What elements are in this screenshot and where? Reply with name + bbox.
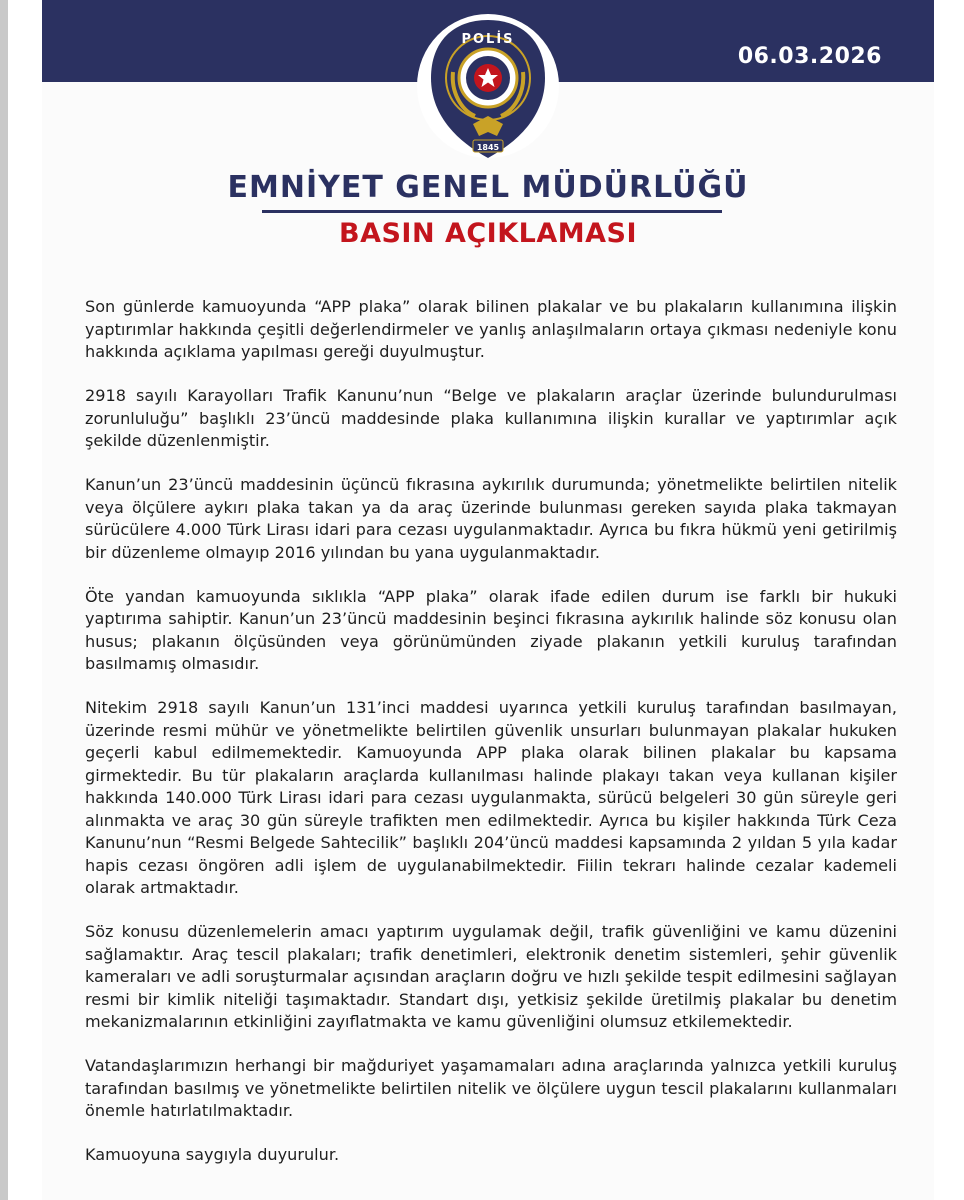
right-frame-edge <box>948 0 964 1200</box>
title-underline <box>262 210 722 213</box>
left-frame-edge <box>0 0 8 1200</box>
paragraph: Vatandaşlarımızın herhangi bir mağduriyet yaşamamaları adına araçlarında yalnızca yetkili kuruluş tarafından basılmış ve yönetmelikte belirtilen nitelik ve ölçülere uygun tescil plakalarını kullanmaları önemle hatırlatılmaktadır. <box>85 1056 897 1120</box>
organization-title: EMNİYET GENEL MÜDÜRLÜĞÜ <box>227 170 749 205</box>
release-date: 06.03.2026 <box>737 44 882 69</box>
press-release-body <box>85 296 897 1188</box>
paragraph: Öte yandan kamuoyunda sıklıkla “APP plaka” olarak ifade edilen durum ise farklı bir hukuki yaptırıma sahiptir. Kanun’un 23’üncü maddesinin beşinci fıkrasına aykırılık halinde söz konusu olan husus; plakanın ölçüsünden veya görünümünden ziyade plakanın yetkili kuruluş tarafından basılmamış olmasıdır. <box>85 586 897 673</box>
press-release-page <box>42 0 934 1200</box>
paragraph: 2918 sayılı Karayolları Trafik Kanunu’nun “Belge ve plakaların araçlar üzerinde bulundurulması zorunluluğu” başlıklı 23’üncü maddesinde plaka kullanımına ilişkin kurallar ve yaptırımlar açık şekilde düzenlenmiştir. <box>85 386 897 450</box>
police-emblem-icon <box>413 12 563 166</box>
document-type-title: BASIN AÇIKLAMASI <box>339 218 637 249</box>
paragraph: Kanun’un 23’üncü maddesinin üçüncü fıkrasına aykırılık durumunda; yönetmelikte belirtilen nitelik veya ölçülere aykırı plaka takan ya da araç üzerinde bulunması gereken sayıda plaka takmayan sürücülere 4.000 Türk Lirası idari para cezası uygulanmaktadır. Ayrıca bu fıkra hükmü yeni getirilmiş bir düzenleme olmayıp 2016 yılından bu yana uygulanmaktadır. <box>85 475 897 562</box>
paragraph: Son günlerde kamuoyunda “APP plaka” olarak bilinen plakalar ve bu plakaların kullanımına ilişkin yaptırımlar hakkında çeşitli değerlendirmeler ve yanlış anlaşılmaların ortaya çıkması nedeniyle konu hakkında açıklama yapılması gereği duyulmuştur. <box>85 297 897 361</box>
emblem-text-top: POLİS <box>461 32 515 47</box>
closing-line: Kamuoyuna saygıyla duyurulur. <box>85 1145 340 1164</box>
emblem-year: 1845 <box>476 143 500 152</box>
paragraph: Nitekim 2918 sayılı Kanun’un 131’inci maddesi uyarınca yetkili kuruluş tarafından basılmayan, üzerinde resmi mühür ve yönetmelikte belirtilen güvenlik unsurları bulunmayan plakalar hukuken geçerli kabul edilmemektedir. Kamuoyunda APP plaka olarak bilinen plakalar bu kapsama girmektedir. Bu tür plakaların araçlarda kullanılması halinde plakayı takan veya kullanan kişiler hakkında 140.000 Türk Lirası idari para cezası uygulanmakta, sürücü belgeleri 30 gün süreyle geri alınmakta ve araç 30 gün süreyle trafikten men edilmektedir. Ayrıca bu kişiler hakkında Türk Ceza Kanunu’nun “Resmi Belgede Sahtecilik” başlıklı 204’üncü maddesi kapsamında 2 yıldan 5 yıla kadar hapis cezası öngören adli işlem de uygulanabilmektedir. Fiilin tekrarı halinde cezalar kademeli olarak artmaktadır. <box>85 698 897 897</box>
paragraph: Söz konusu düzenlemelerin amacı yaptırım uygulamak değil, trafik güvenliğini ve kamu düzenini sağlamaktır. Araç tescil plakaları; trafik denetimleri, elektronik denetim sistemleri, şehir güvenlik kameraları ve adli soruşturmalar açısından araçların doğru ve hızlı şekilde tespit edilmesini sağlayan resmi bir kimlik niteliği taşımaktadır. Standart dışı, yetkisiz şekilde üretilmiş plakalar bu denetim mekanizmalarının etkinliğini zayıflatmakta ve kamu güvenliğini olumsuz etkilemektedir. <box>85 922 897 1031</box>
